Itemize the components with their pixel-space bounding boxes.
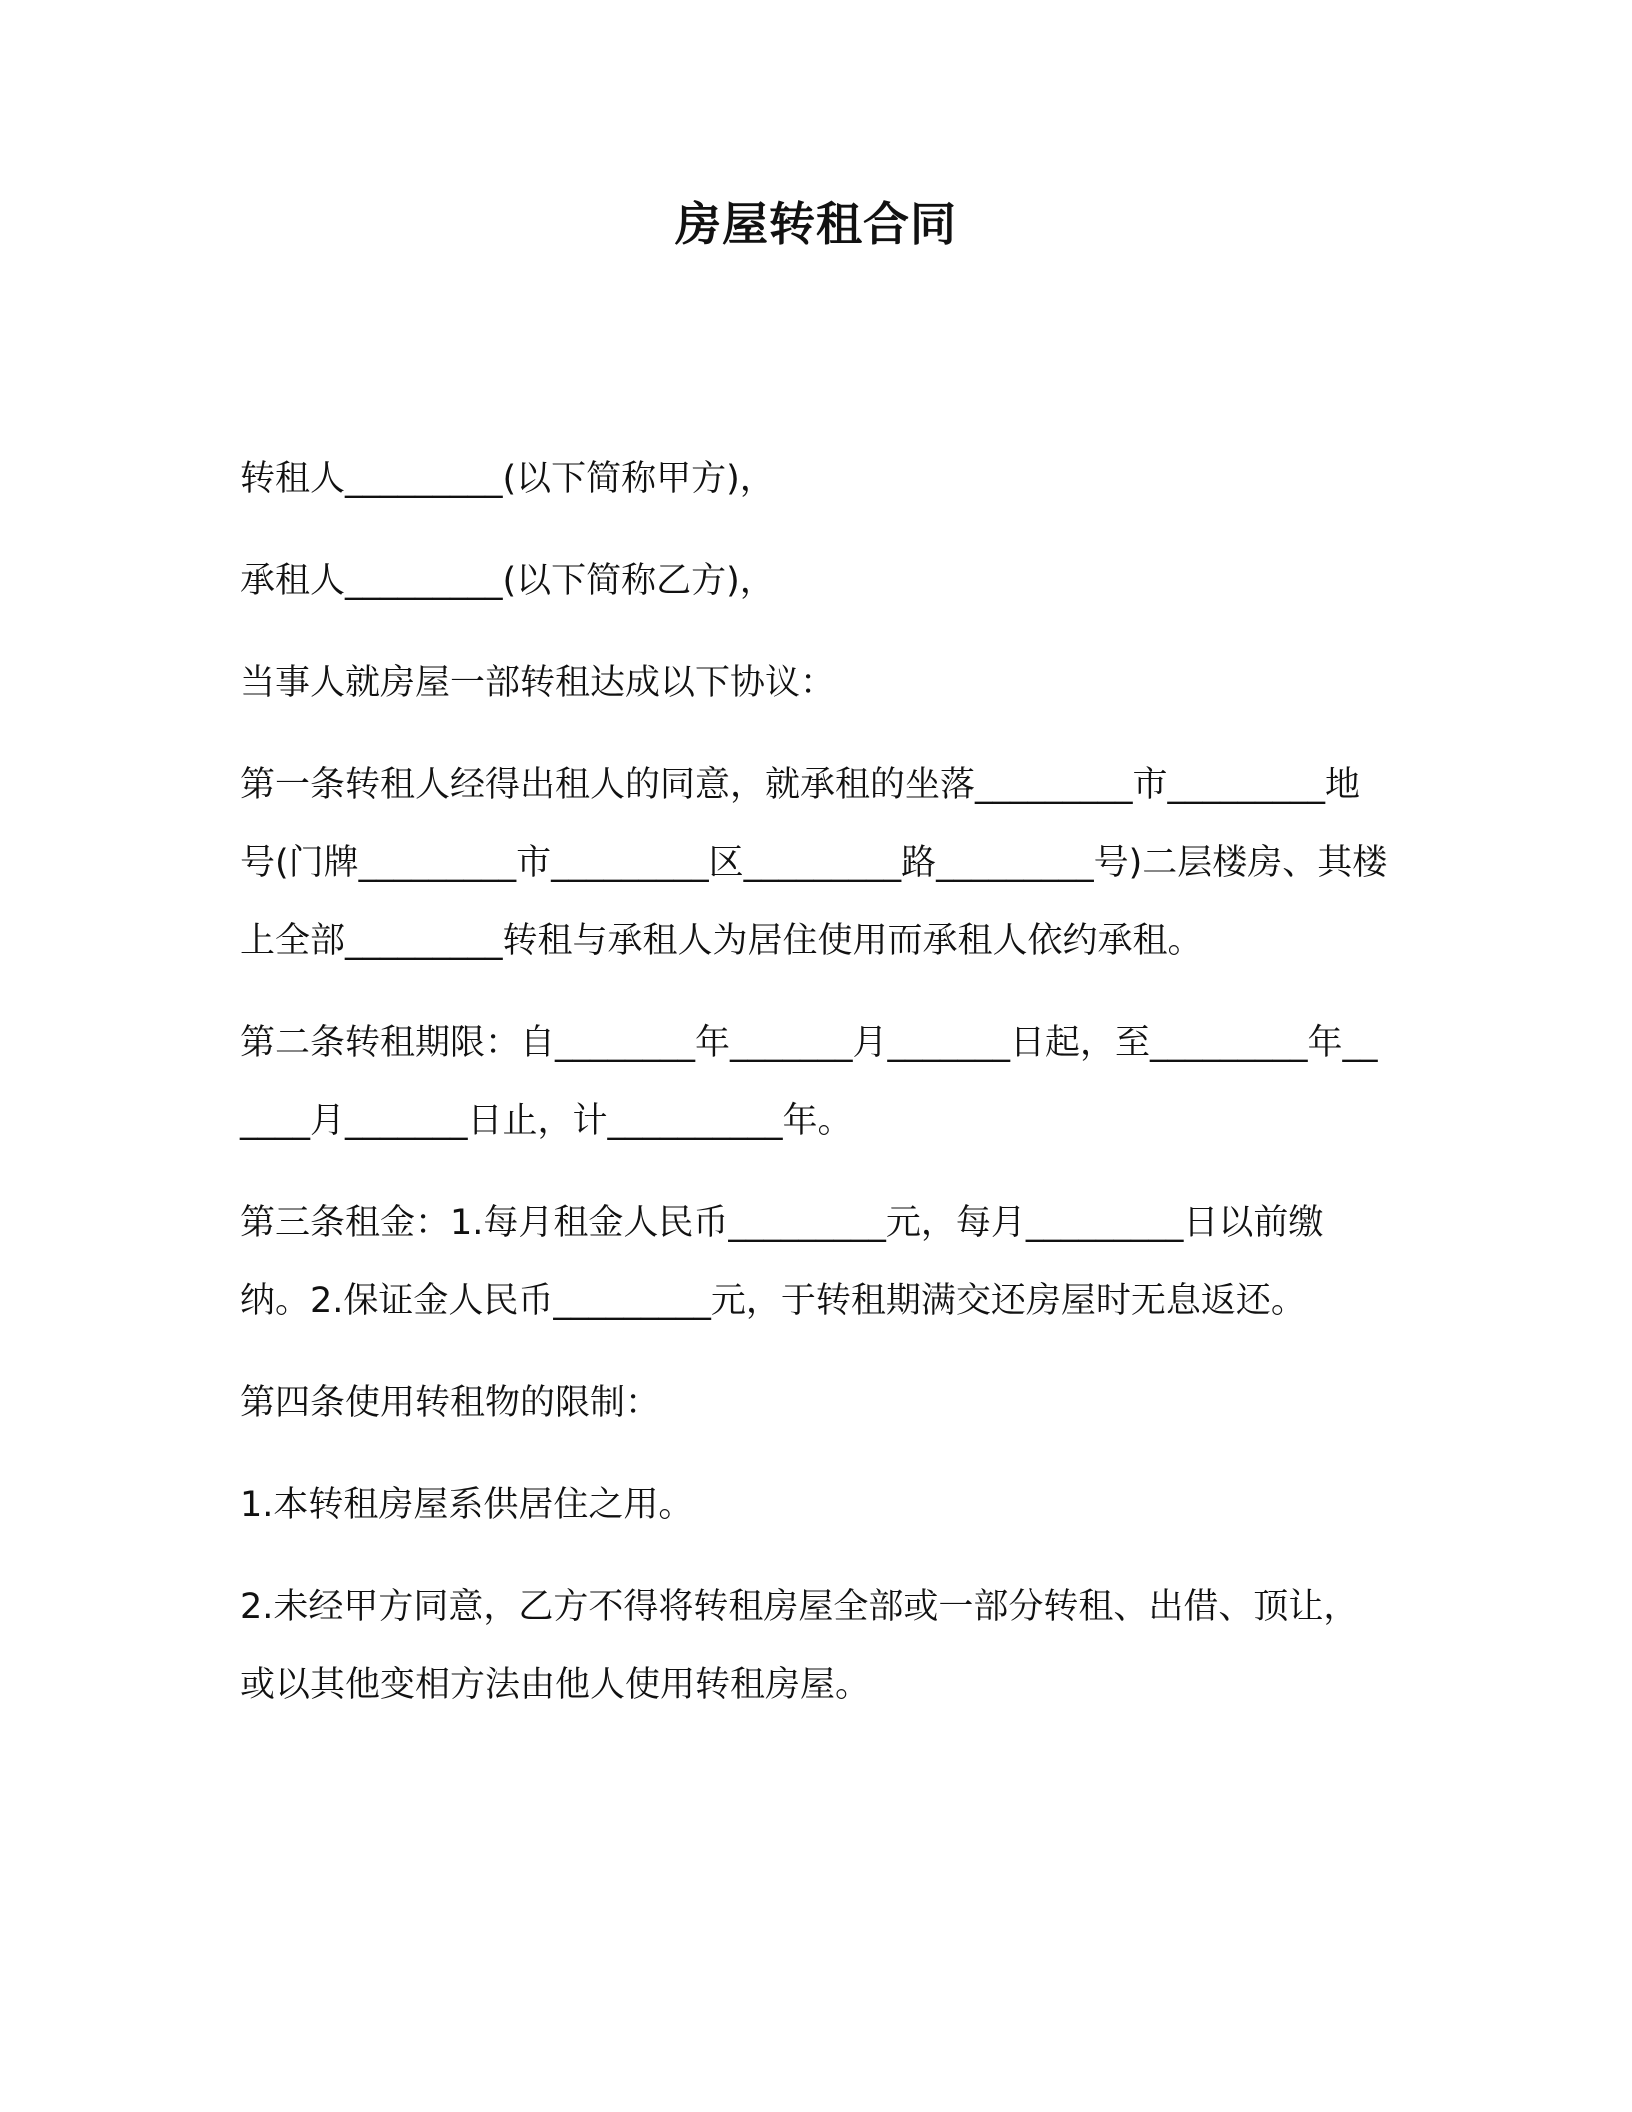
- paragraph-article-4-item-2: 2.未经甲方同意，乙方不得将转租房屋全部或一部分转租、出借、顶让，或以其他变相方法由他人使用转租房屋。: [240, 1587, 1359, 1705]
- paragraph-sublessor: 转租人_________(以下简称甲方)，: [240, 459, 775, 499]
- paragraph-article-1: 第一条转租人经得出租人的同意，就承租的坐落_________市_________地号(门牌_________市_________区_________路_________号)二层楼房、其楼上全部_________转租与承租人为居住使用而承租人依约承租。: [240, 765, 1388, 961]
- paragraph-sublessee: 承租人_________(以下简称乙方)，: [240, 561, 775, 601]
- paragraph-article-4-item-1: 1.本转租房屋系供居住之用。: [240, 1485, 694, 1525]
- paragraph-article-3: 第三条租金：1.每月租金人民币_________元，每月_________日以前缴纳。2.保证金人民币_________元，于转租期满交还房屋时无息返还。: [240, 1203, 1324, 1321]
- paragraph-agreement-intro: 当事人就房屋一部转租达成以下协议：: [240, 663, 836, 703]
- paragraph-article-4: 第四条使用转租物的限制：: [240, 1383, 661, 1423]
- paragraph-article-2: 第二条转租期限：自________年_______月_______日起，至_________年______月_______日止，计__________年。: [240, 1023, 1378, 1141]
- document-title: 房屋转租合同: [675, 197, 957, 251]
- document-body: [240, 440, 1390, 1724]
